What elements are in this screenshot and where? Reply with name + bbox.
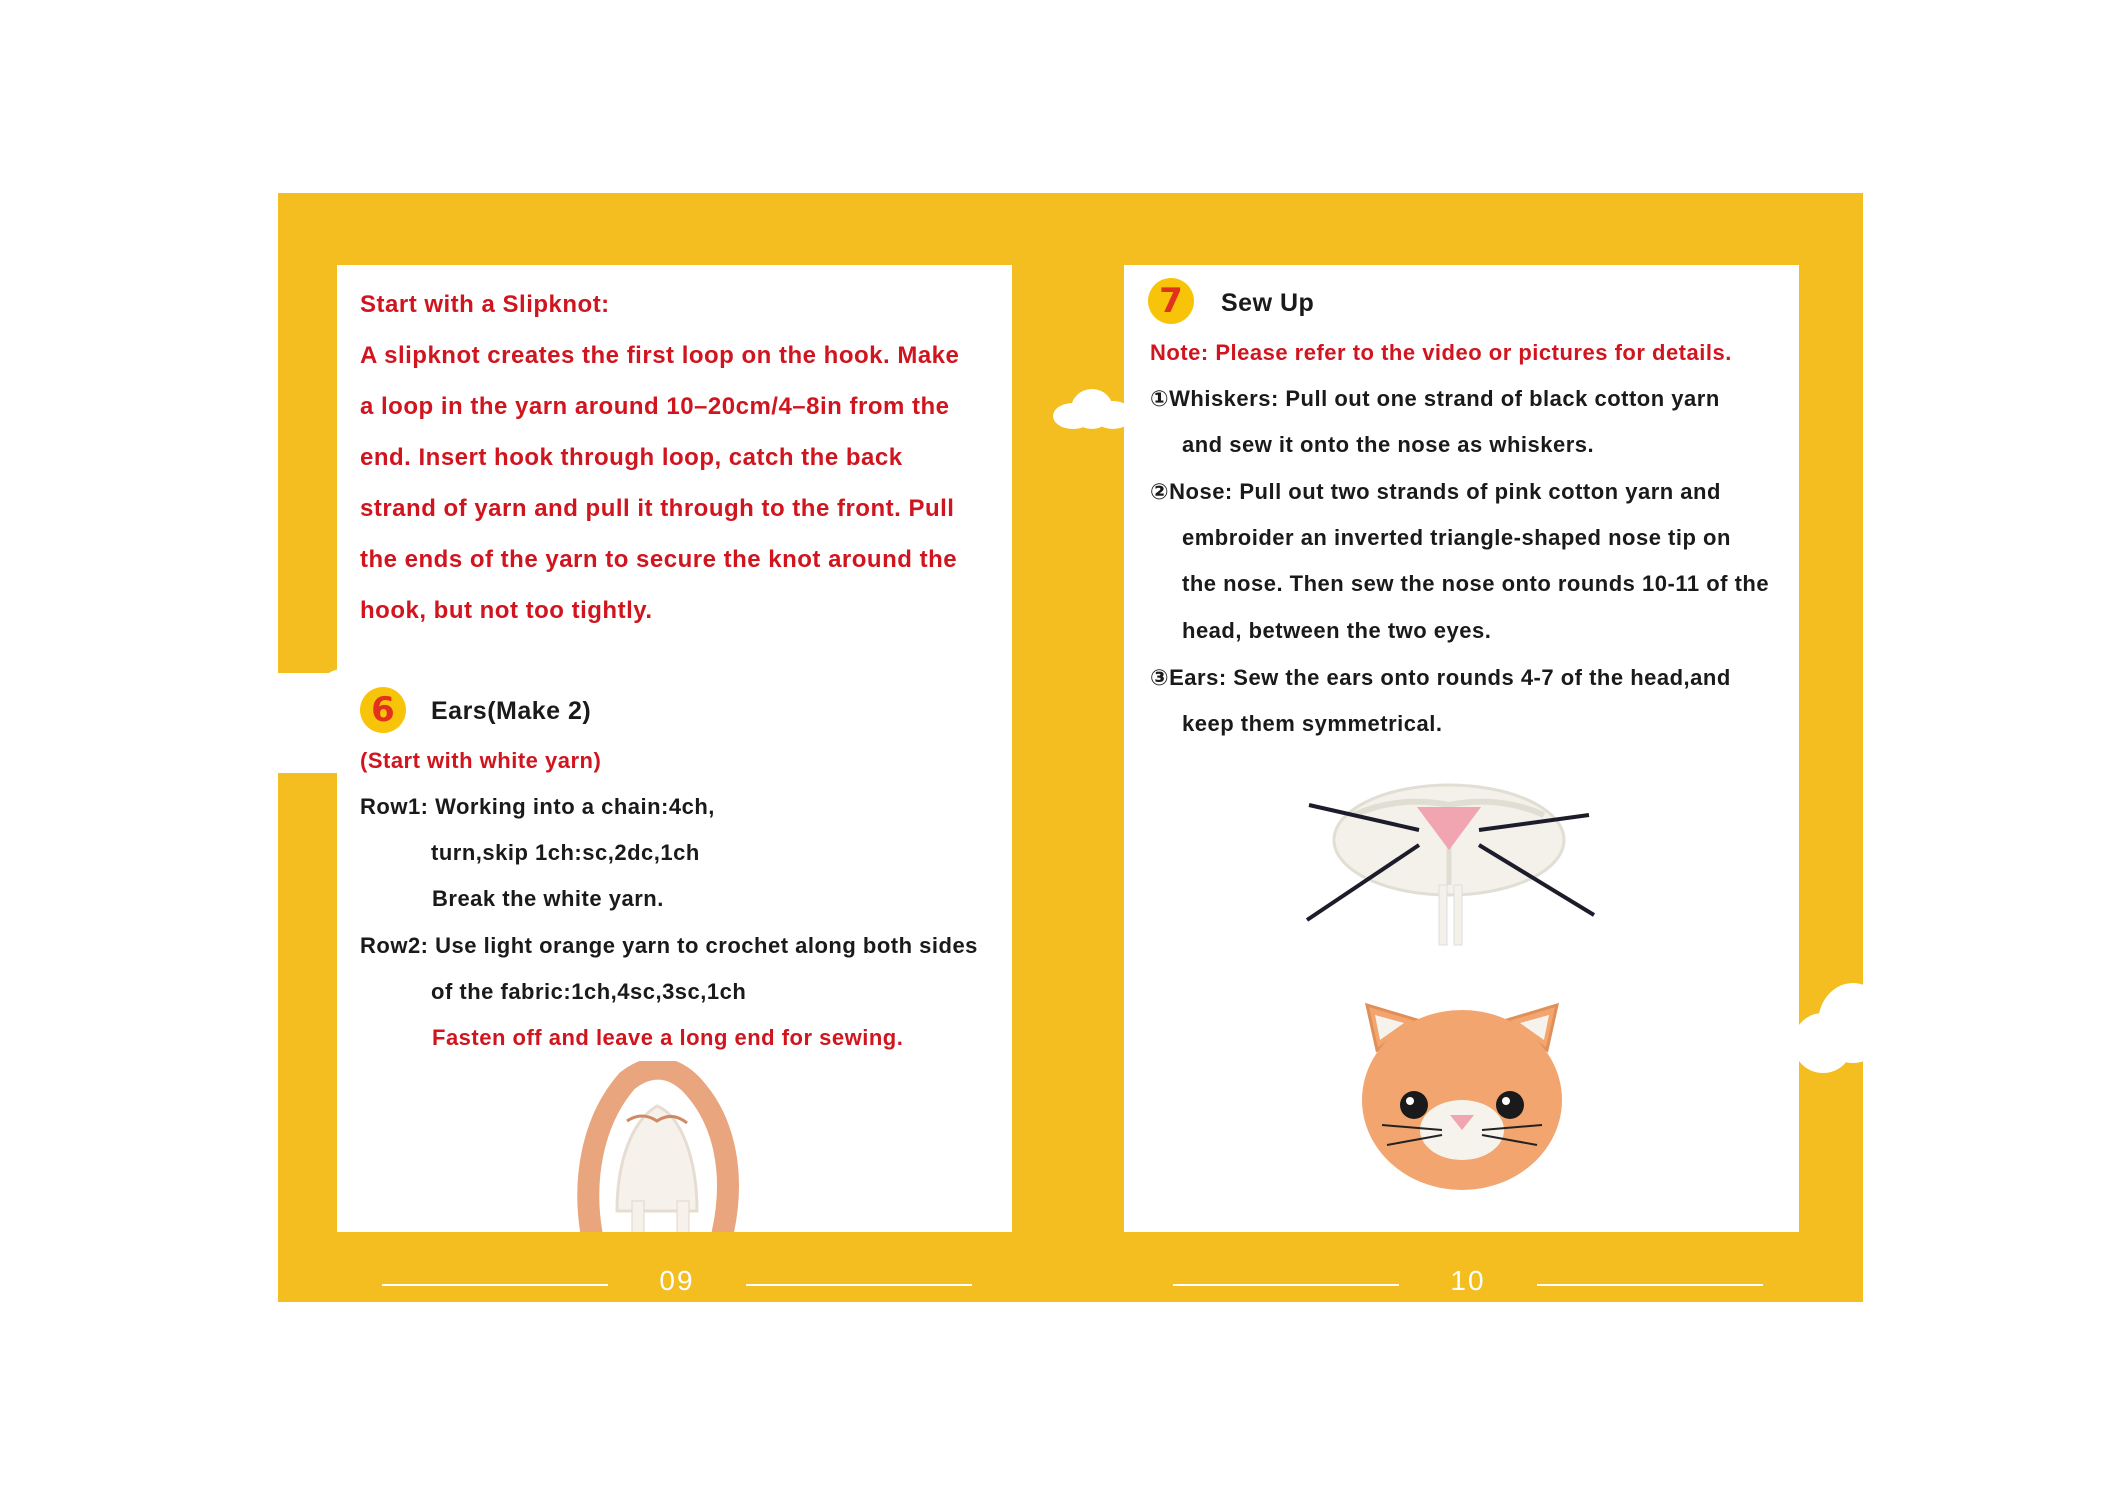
page-number-10: 10	[1450, 1265, 1486, 1296]
row1-line-3: Break the white yarn.	[432, 886, 664, 911]
slipknot-line-1: A slipknot creates the first loop on the hook. Make	[360, 342, 960, 369]
cloud-decoration-middle	[1053, 389, 1133, 429]
cat-head-photo	[1342, 990, 1582, 1200]
footer-left	[382, 1265, 972, 1305]
footer-rule	[1537, 1284, 1763, 1286]
footer-rule	[1173, 1284, 1399, 1286]
row2-line-2: of the fabric:1ch,4sc,3sc,1ch	[431, 979, 747, 1004]
ears-title: Ears(Make 2)	[431, 697, 592, 725]
nose-line-4: head, between the two eyes.	[1182, 618, 1492, 643]
row1-line-1: Row1: Working into a chain:4ch,	[360, 794, 715, 819]
slipknot-line-2: a loop in the yarn around 10–20cm/4–8in from the	[360, 393, 950, 420]
slipknot-title: Start with a Slipknot:	[360, 291, 610, 318]
cloud-decoration-right	[1793, 983, 1873, 1073]
footer-rule	[746, 1284, 972, 1286]
row2-line-3: Fasten off and leave a long end for sewing.	[432, 1025, 904, 1050]
page-number-09: 09	[659, 1265, 695, 1296]
nose-line-3: the nose. Then sew the nose onto rounds 10-11 of the	[1182, 571, 1770, 596]
row1-line-2: turn,skip 1ch:sc,2dc,1ch	[431, 840, 700, 865]
nose-line-1: ②Nose: Pull out two strands of pink cotton yarn and	[1150, 479, 1721, 504]
row2-line-1: Row2: Use light orange yarn to crochet along both sides	[360, 933, 978, 958]
slipknot-line-6: hook, but not too tightly.	[360, 597, 653, 624]
step-7-badge: 7	[1148, 278, 1194, 324]
whiskers-line-1: ①Whiskers: Pull out one strand of black cotton yarn	[1150, 386, 1720, 411]
sew-up-title: Sew Up	[1221, 289, 1315, 317]
slipknot-line-5: the ends of the yarn to secure the knot around the	[360, 546, 958, 573]
booklet-spread	[278, 193, 1863, 1302]
slipknot-line-3: end. Insert hook through loop, catch the back	[360, 444, 903, 471]
footer-right	[1173, 1265, 1763, 1305]
note-line: Note: Please refer to the video or pictures for details.	[1150, 340, 1732, 365]
whiskers-line-2: and sew it onto the nose as whiskers.	[1182, 432, 1595, 457]
page-10	[1124, 265, 1799, 1232]
start-note: (Start with white yarn)	[360, 748, 602, 773]
whiskered-nose-photo	[1299, 775, 1599, 960]
nose-line-2: embroider an inverted triangle-shaped nose tip on	[1182, 525, 1731, 550]
slipknot-line-4: strand of yarn and pull it through to the front. Pull	[360, 495, 955, 522]
ears-sew-line-1: ③Ears: Sew the ears onto rounds 4-7 of the head,and	[1150, 665, 1731, 690]
crocheted-ear-photo	[572, 1061, 742, 1232]
ears-sew-line-2: keep them symmetrical.	[1182, 711, 1443, 736]
footer-rule	[382, 1284, 608, 1286]
step-6-badge: 6	[360, 687, 406, 733]
page-09	[337, 265, 1012, 1232]
